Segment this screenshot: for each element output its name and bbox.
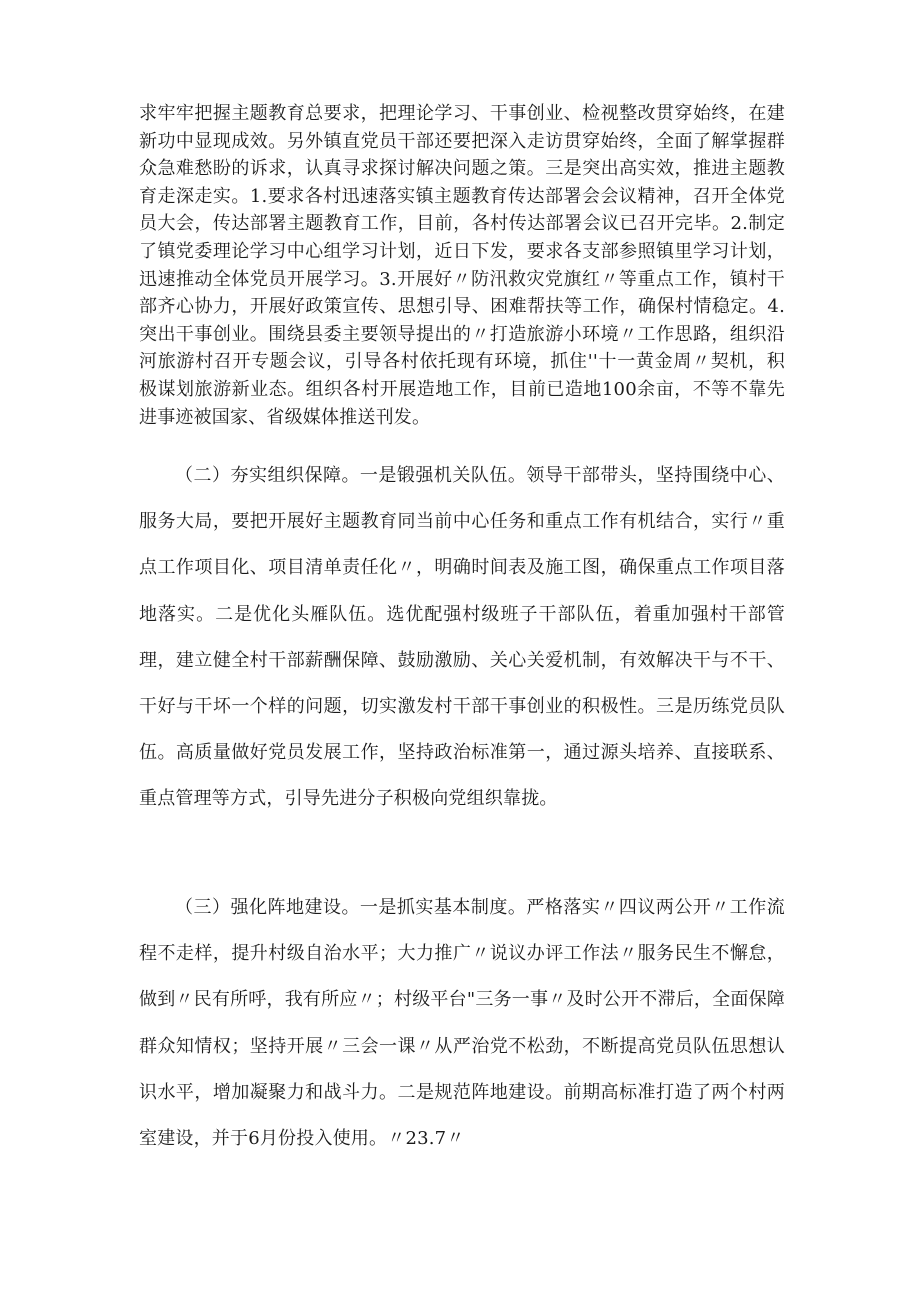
paragraph-organization-guarantee: （二）夯实组织保障。一是锻强机关队伍。领导干部带头，坚持围绕中心、服务大局，要把开展好主题教育同当前中心任务和重点工作有机结合，实行〃重点工作项目化、项目清单责任化〃，明确时间表及施工图，确保重点工作项目落地落实。二是优化头雁队伍。选优配强村级班子干部队伍，着重加强村干部管理，建立健全村干部薪酬保障、鼓励激励、关心关爱机制，有效解决干与不干、干好与干坏一个样的问题，切实激发村干部干事创业的积极性。三是历练党员队伍。高质量做好党员发展工作，坚持政治标准第一，通过源头培养、直接联系、重点管理等方式，引导先进分子积极向党组织靠拢。 xyxy=(139,465,785,810)
paragraph-position-construction: （三）强化阵地建设。一是抓实基本制度。严格落实〃四议两公开〃工作流程不走样，提升村级自治水平；大力推广〃说议办评工作法〃服务民生不懈怠，做到〃民有所呼，我有所应〃；村级平台"三务一事〃及时公开不滞后，全面保障群众知情权；坚持开展〃三会一课〃从严治党不松劲，不断提高党员队伍思想认识水平，增加凝聚力和战斗力。二是规范阵地建设。前期高标准打造了两个村两室建设，并于6月份投入使用。〃23.7〃 xyxy=(139,897,785,1150)
paragraph-continuation: 求牢牢把握主题教育总要求，把理论学习、干事创业、检视整改贯穿始终，在建新功中显现成效。另外镇直党员干部还要把深入走访贯穿始终，全面了解掌握群众急难愁盼的诉求，认真寻求探讨解决问题之策。三是突出高实效，推进主题教育走深走实。1.要求各村迅速落实镇主题教育传达部署会会议精神，召开全体党员大会，传达部署主题教育工作，目前，各村传达部署会议已召开完毕。2.制定了镇党委理论学习中心组学习计划，近日下发，要求各支部参照镇里学习计划，迅速推动全体党员开展学习。3.开展好〃防汛救灾党旗红〃等重点工作，镇村干部齐心协力，开展好政策宣传、思想引导、困难帮扶等工作，确保村情稳定。4.突出干事创业。围绕县委主要领导提出的〃打造旅游小环境〃工作思路，组织沿河旅游村召开专题会议，引导各村依托现有环境，抓住''十一黄金周〃契机，积极谋划旅游新业态。组织各村开展造地工作，目前已造地100余亩，不等不靠先进事迹被国家、省级媒体推送刊发。 xyxy=(139,103,785,428)
